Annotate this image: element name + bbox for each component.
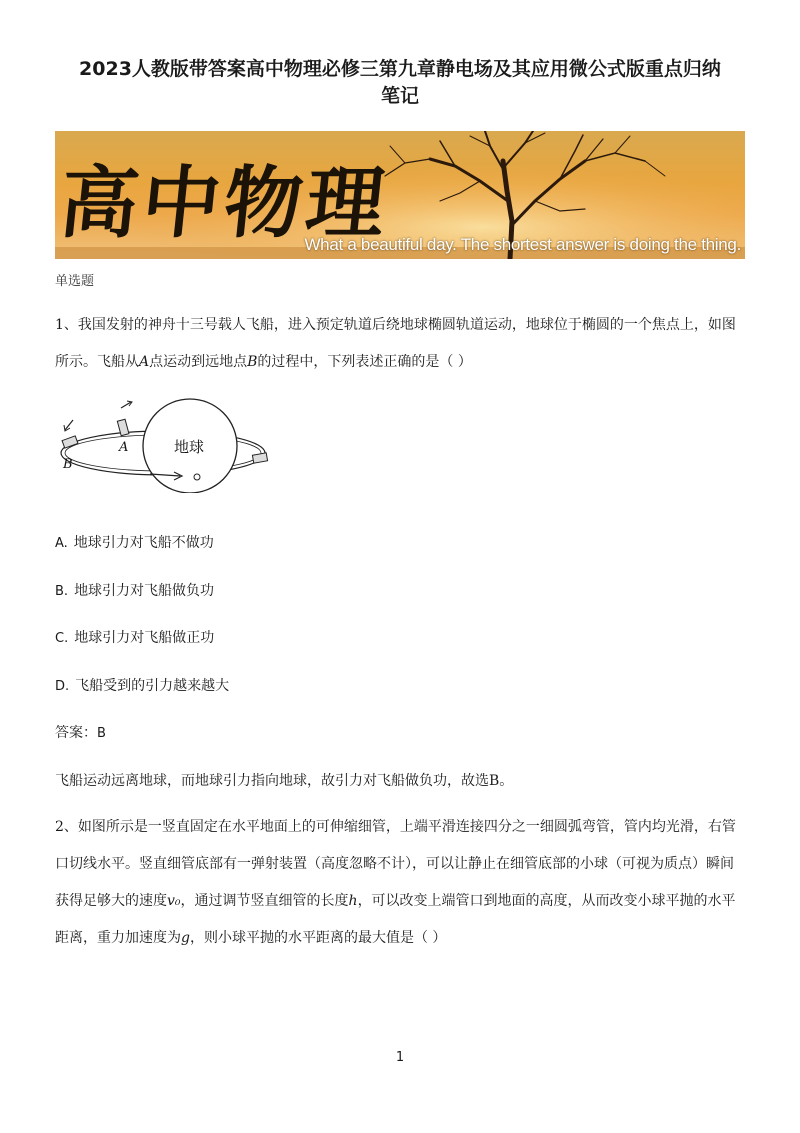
question-number: 1、 <box>55 317 78 333</box>
banner-slogan: What a beautiful day. The shortest answer is doing the thing. <box>304 235 741 254</box>
question-text: 我国发射的神舟十三号载人飞船，进入预定轨道后绕地球椭圆轨道运动，地球位于椭圆的一个焦点上，如图所示。飞船从 <box>55 317 736 370</box>
question-text: ，则小球平抛的水平距离的最大值是（ ） <box>189 930 447 946</box>
option-text: 地球引力对飞船不做功 <box>73 535 214 551</box>
question-text: ，通过调节竖直细管的长度 <box>180 893 349 909</box>
spacecraft-icon <box>117 401 132 436</box>
option-letter: C. <box>55 631 69 646</box>
option-letter: B. <box>55 584 69 599</box>
option-letter: D. <box>55 679 70 694</box>
option-d <box>55 675 229 695</box>
variable-g: g <box>181 930 190 946</box>
option-letter: A. <box>55 536 68 551</box>
question-1-stem <box>55 307 745 381</box>
page-number: 1 <box>395 1050 405 1065</box>
question-text: 点运动到远地点 <box>149 354 248 370</box>
document-title-line-1: 2023人教版带答案高中物理必修三第九章静电场及其应用微公式版重点归纳 <box>79 58 721 80</box>
variable-h: h <box>348 893 358 909</box>
option-text: 地球引力对飞船做负功 <box>74 583 215 599</box>
option-text: 地球引力对飞船做正功 <box>74 630 215 646</box>
document-title-line-2: 笔记 <box>380 85 419 107</box>
option-a <box>55 532 214 552</box>
orbit-figure <box>55 398 275 493</box>
point-b-label: B <box>247 354 258 370</box>
physics-banner <box>55 131 745 259</box>
section-label: 单选题 <box>55 274 95 289</box>
answer-label: 答案： <box>55 725 97 741</box>
earth-label: 地球 <box>174 438 205 456</box>
spacecraft-icon <box>62 420 78 448</box>
option-text: 飞船受到的引力越来越大 <box>75 678 230 694</box>
spacecraft-icon <box>252 453 267 463</box>
figure-point-a-label: A <box>119 440 129 455</box>
variable-v0: v₀ <box>167 893 181 909</box>
question-text: 如图所示是一竖直固定在水平地面上的可伸缩细管，上端平滑连接四分之一细圆弧弯管，管内均光滑，右管口切线水平。竖直细管底部有一弹射装置（高度忽略不计），可以让静止在细管底部的小球（可视为质点）瞬间获得足够大的速度 <box>55 819 736 909</box>
answer-line <box>55 722 106 742</box>
banner-title: 高中物理 <box>55 158 394 249</box>
explanation-text: 飞船运动远离地球，而地球引力指向地球，故引力对飞船做负功，故选B。 <box>55 773 514 789</box>
question-text: ，可以改变上端管口到地面的高度，从而改变小球平抛的水平距离，重力加速度为 <box>55 893 736 946</box>
question-2-stem <box>55 809 745 957</box>
answer-value: B <box>97 726 106 741</box>
document-title <box>40 56 760 110</box>
figure-point-b-label: B <box>63 457 73 472</box>
point-a-label: A <box>139 354 150 370</box>
question-text: 的过程中，下列表述正确的是（ ） <box>257 354 472 370</box>
question-number: 2、 <box>55 819 78 835</box>
orbit-diagram-icon <box>55 398 275 493</box>
option-c <box>55 627 214 647</box>
option-b <box>55 580 214 600</box>
